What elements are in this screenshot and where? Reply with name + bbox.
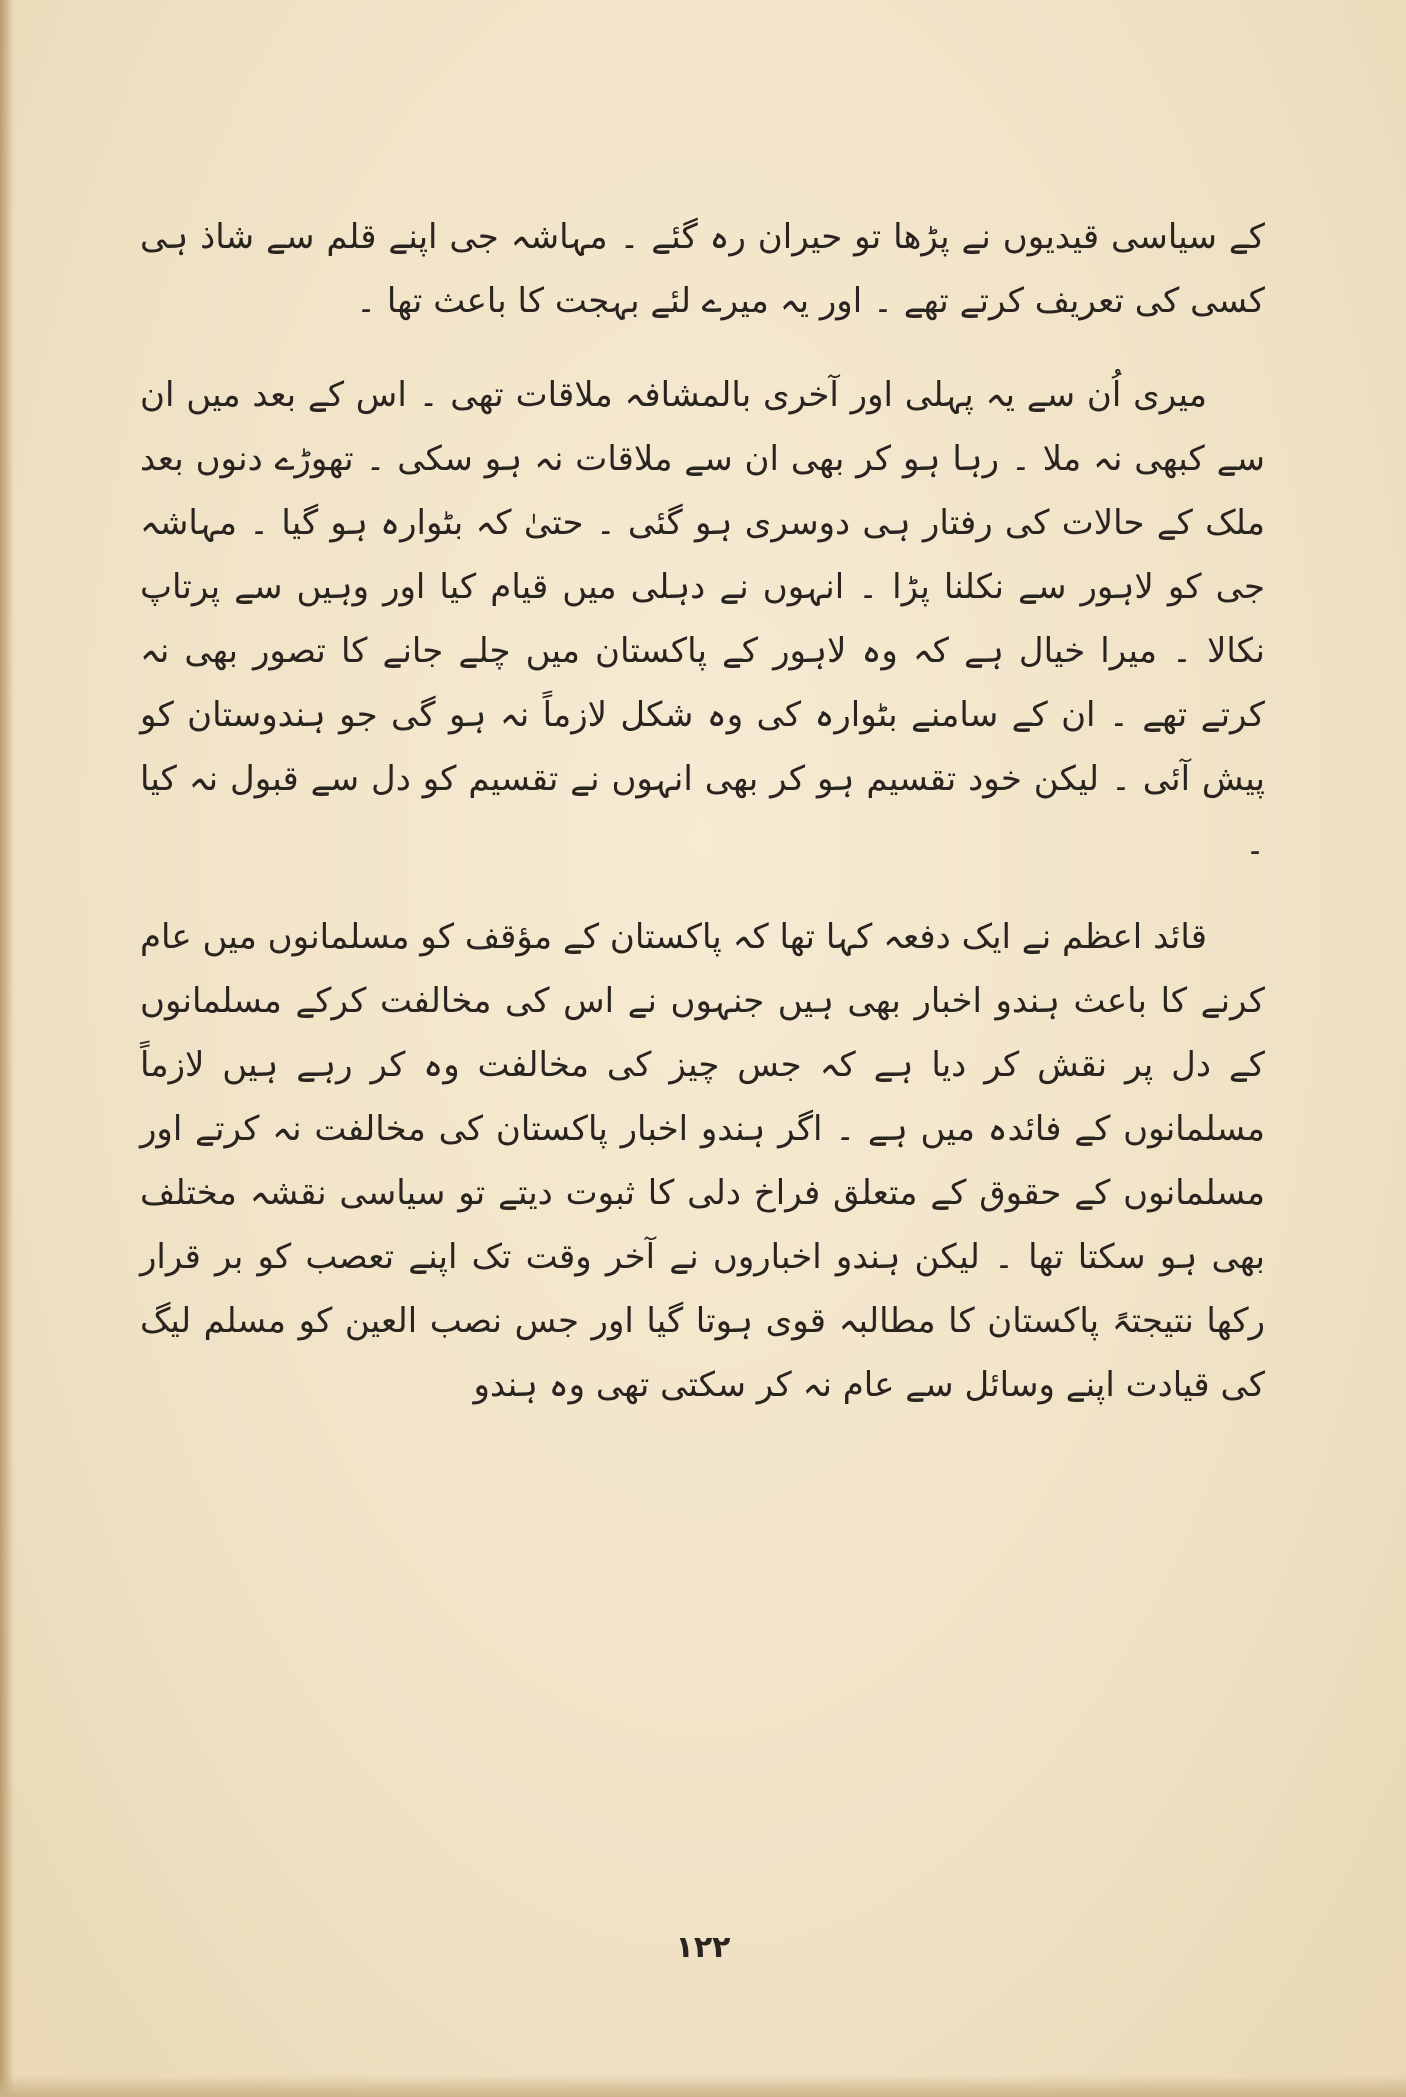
page-left-edge-shadow <box>0 0 14 2097</box>
page-bottom-edge-shadow <box>0 2075 1406 2097</box>
body-text <box>140 205 1265 1447</box>
paragraph-3: قائد اعظم نے ایک دفعہ کہا تھا کہ پاکستان کے مؤقف کو مسلمانوں میں عام کرنے کا باعث ہندو اخبار بھی ہیں جنہوں نے اس کی مخالفت کرکے مسلمانوں کے دل پر نقش کر دیا ہے کہ جس چیز کی مخالفت وہ کر رہے ہیں لازماً مسلمانوں کے فائدہ میں ہے ۔ اگر ہندو اخبار پاکستان کی مخالفت نہ کرتے اور مسلمانوں کے حقوق کے متعلق فراخ دلی کا ثبوت دیتے تو سیاسی نقشہ مختلف بھی ہو سکتا تھا ۔ لیکن ہندو اخباروں نے آخر وقت تک اپنے تعصب کو بر قرار رکھا نتیجتہً پاکستان کا مطالبہ قوی ہوتا گیا اور جس نصب العین کو مسلم لیگ کی قیادت اپنے وسائل سے عام نہ کر سکتی تھی وہ ہندو <box>140 917 1265 1405</box>
page-number: ۱۲۲ <box>675 1930 731 1965</box>
paragraph-2: میری اُن سے یہ پہلی اور آخری بالمشافہ ملاقات تھی ۔ اس کے بعد میں ان سے کبھی نہ ملا ۔ رہا ہو کر بھی ان سے ملاقات نہ ہو سکی ۔ تھوڑے دنوں بعد ملک کے حالات کی رفتار ہی دوسری ہو گئی ۔ حتیٰ کہ بٹوارہ ہو گیا ۔ مہاشہ جی کو لاہور سے نکلنا پڑا ۔ انہوں نے دہلی میں قیام کیا اور وہیں سے پرتاپ نکالا ۔ میرا خیال ہے کہ وہ لاہور کے پاکستان میں چلے جانے کا تصور بھی نہ کرتے تھے ۔ ان کے سامنے بٹوارہ کی وہ شکل لازماً نہ ہو گی جو ہندوستان کو پیش آئی ۔ لیکن خود تقسیم ہو کر بھی انہوں نے تقسیم کو دل سے قبول نہ کیا ۔ <box>140 375 1265 863</box>
paragraph-1: کے سیاسی قیدیوں نے پڑھا تو حیران رہ گئے ۔ مہاشہ جی اپنے قلم سے شاذ ہی کسی کی تعریف کرتے تھے ۔ اور یہ میرے لئے بہجت کا باعث تھا ۔ <box>140 217 1265 321</box>
